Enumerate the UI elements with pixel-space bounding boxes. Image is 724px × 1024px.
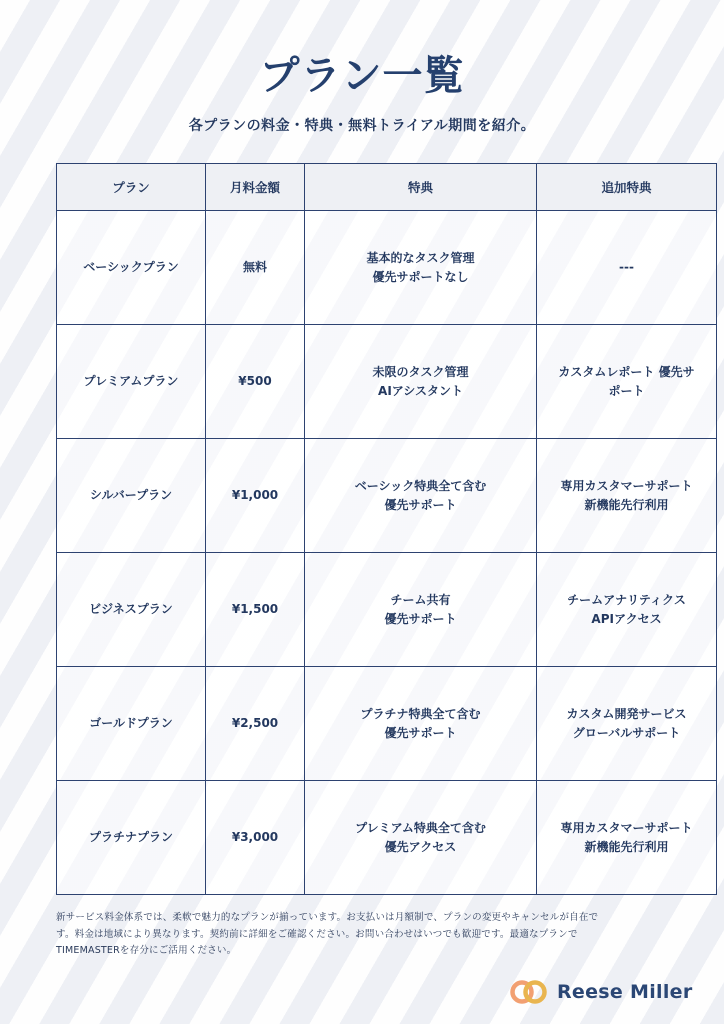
- header-price: 月料金額: [206, 164, 305, 211]
- plan-benefits: [305, 439, 537, 553]
- plan-price: ¥3,000: [206, 781, 305, 895]
- plan-name: シルバープラン: [57, 439, 206, 553]
- plan-table: [56, 163, 717, 895]
- table-row: [57, 439, 717, 553]
- header-extras: 追加特典: [537, 164, 717, 211]
- table-row: [57, 781, 717, 895]
- benefit-line: 優先サポートなし: [372, 269, 469, 284]
- plan-price: 無料: [206, 211, 305, 325]
- plan-benefits: [305, 553, 537, 667]
- plan-price: ¥1,000: [206, 439, 305, 553]
- interlocking-rings-icon: [509, 979, 549, 1005]
- extra-line: 専用カスタマーサポート: [560, 478, 693, 493]
- benefit-line: プレミアム特典全て含む: [355, 820, 486, 835]
- plan-price: ¥1,500: [206, 553, 305, 667]
- plan-name: ベーシックプラン: [57, 211, 206, 325]
- extra-line: カスタム開発サービス: [566, 706, 687, 721]
- plan-extras: [537, 325, 717, 439]
- plan-benefits: [305, 781, 537, 895]
- table-header-row: [57, 164, 717, 211]
- plan-benefits: [305, 667, 537, 781]
- plan-extras: [537, 667, 717, 781]
- benefit-line: 優先サポート: [384, 611, 457, 626]
- table-row: [57, 667, 717, 781]
- page-title: プラン一覧: [259, 53, 465, 99]
- footer-note: [56, 910, 672, 960]
- page-subtitle: 各プランの料金・特典・無料トライアル期間を紹介。: [188, 118, 536, 134]
- plan-name: ビジネスプラン: [57, 553, 206, 667]
- extra-line: 専用カスタマーサポート: [560, 820, 693, 835]
- footer-line: す。料金は地域により異なります。契約前に詳細をご確認ください。お問い合わせはいつでも歓迎です。最適なプランで: [56, 928, 578, 940]
- benefit-line: 優先サポート: [384, 497, 457, 512]
- benefit-line: 優先サポート: [384, 725, 457, 740]
- extra-line: 新機能先行利用: [584, 497, 669, 512]
- plan-name: プラチナプラン: [57, 781, 206, 895]
- plan-name: ゴールドプラン: [57, 667, 206, 781]
- benefit-line: AIアシスタント: [378, 383, 463, 398]
- plan-benefits: [305, 211, 537, 325]
- extra-line: ポート: [608, 383, 645, 398]
- plan-price: ¥2,500: [206, 667, 305, 781]
- brand-name: Reese Miller: [557, 981, 693, 1003]
- plan-benefits: [305, 325, 537, 439]
- benefit-line: プラチナ特典全て含む: [360, 706, 481, 721]
- extra-line: APIアクセス: [591, 611, 662, 626]
- plan-extras: [537, 781, 717, 895]
- benefit-line: 未限のタスク管理: [372, 364, 469, 379]
- extra-line: カスタムレポート 優先サ: [558, 364, 695, 379]
- brand-logo: [509, 977, 693, 1007]
- benefit-line: 優先アクセス: [384, 839, 457, 854]
- plan-extras: [537, 211, 717, 325]
- plan-price: ¥500: [206, 325, 305, 439]
- benefit-line: チーム共有: [390, 592, 451, 607]
- footer-line: 新サービス料金体系では、柔軟で魅力的なプランが揃っています。お支払いは月額制で、プランの変更やキャンセルが自在で: [56, 912, 599, 923]
- table-row: [57, 211, 717, 325]
- plan-extras: [537, 553, 717, 667]
- header-benefits: 特典: [305, 164, 537, 211]
- footer-line: TIMEMASTERを存分にご活用ください。: [56, 945, 237, 956]
- table-row: [57, 325, 717, 439]
- extra-line: チームアナリティクス: [567, 592, 686, 607]
- header-plan: プラン: [57, 164, 206, 211]
- benefit-line: 基本的なタスク管理: [366, 250, 475, 265]
- extra-line: グローバルサポート: [572, 725, 681, 740]
- table-row: [57, 553, 717, 667]
- benefit-line: ベーシック特典全て含む: [354, 478, 487, 493]
- plan-name: プレミアムプラン: [57, 325, 206, 439]
- plan-extras: [537, 439, 717, 553]
- extra-line: ---: [619, 260, 634, 274]
- ring-right: [526, 983, 545, 1002]
- extra-line: 新機能先行利用: [584, 839, 669, 854]
